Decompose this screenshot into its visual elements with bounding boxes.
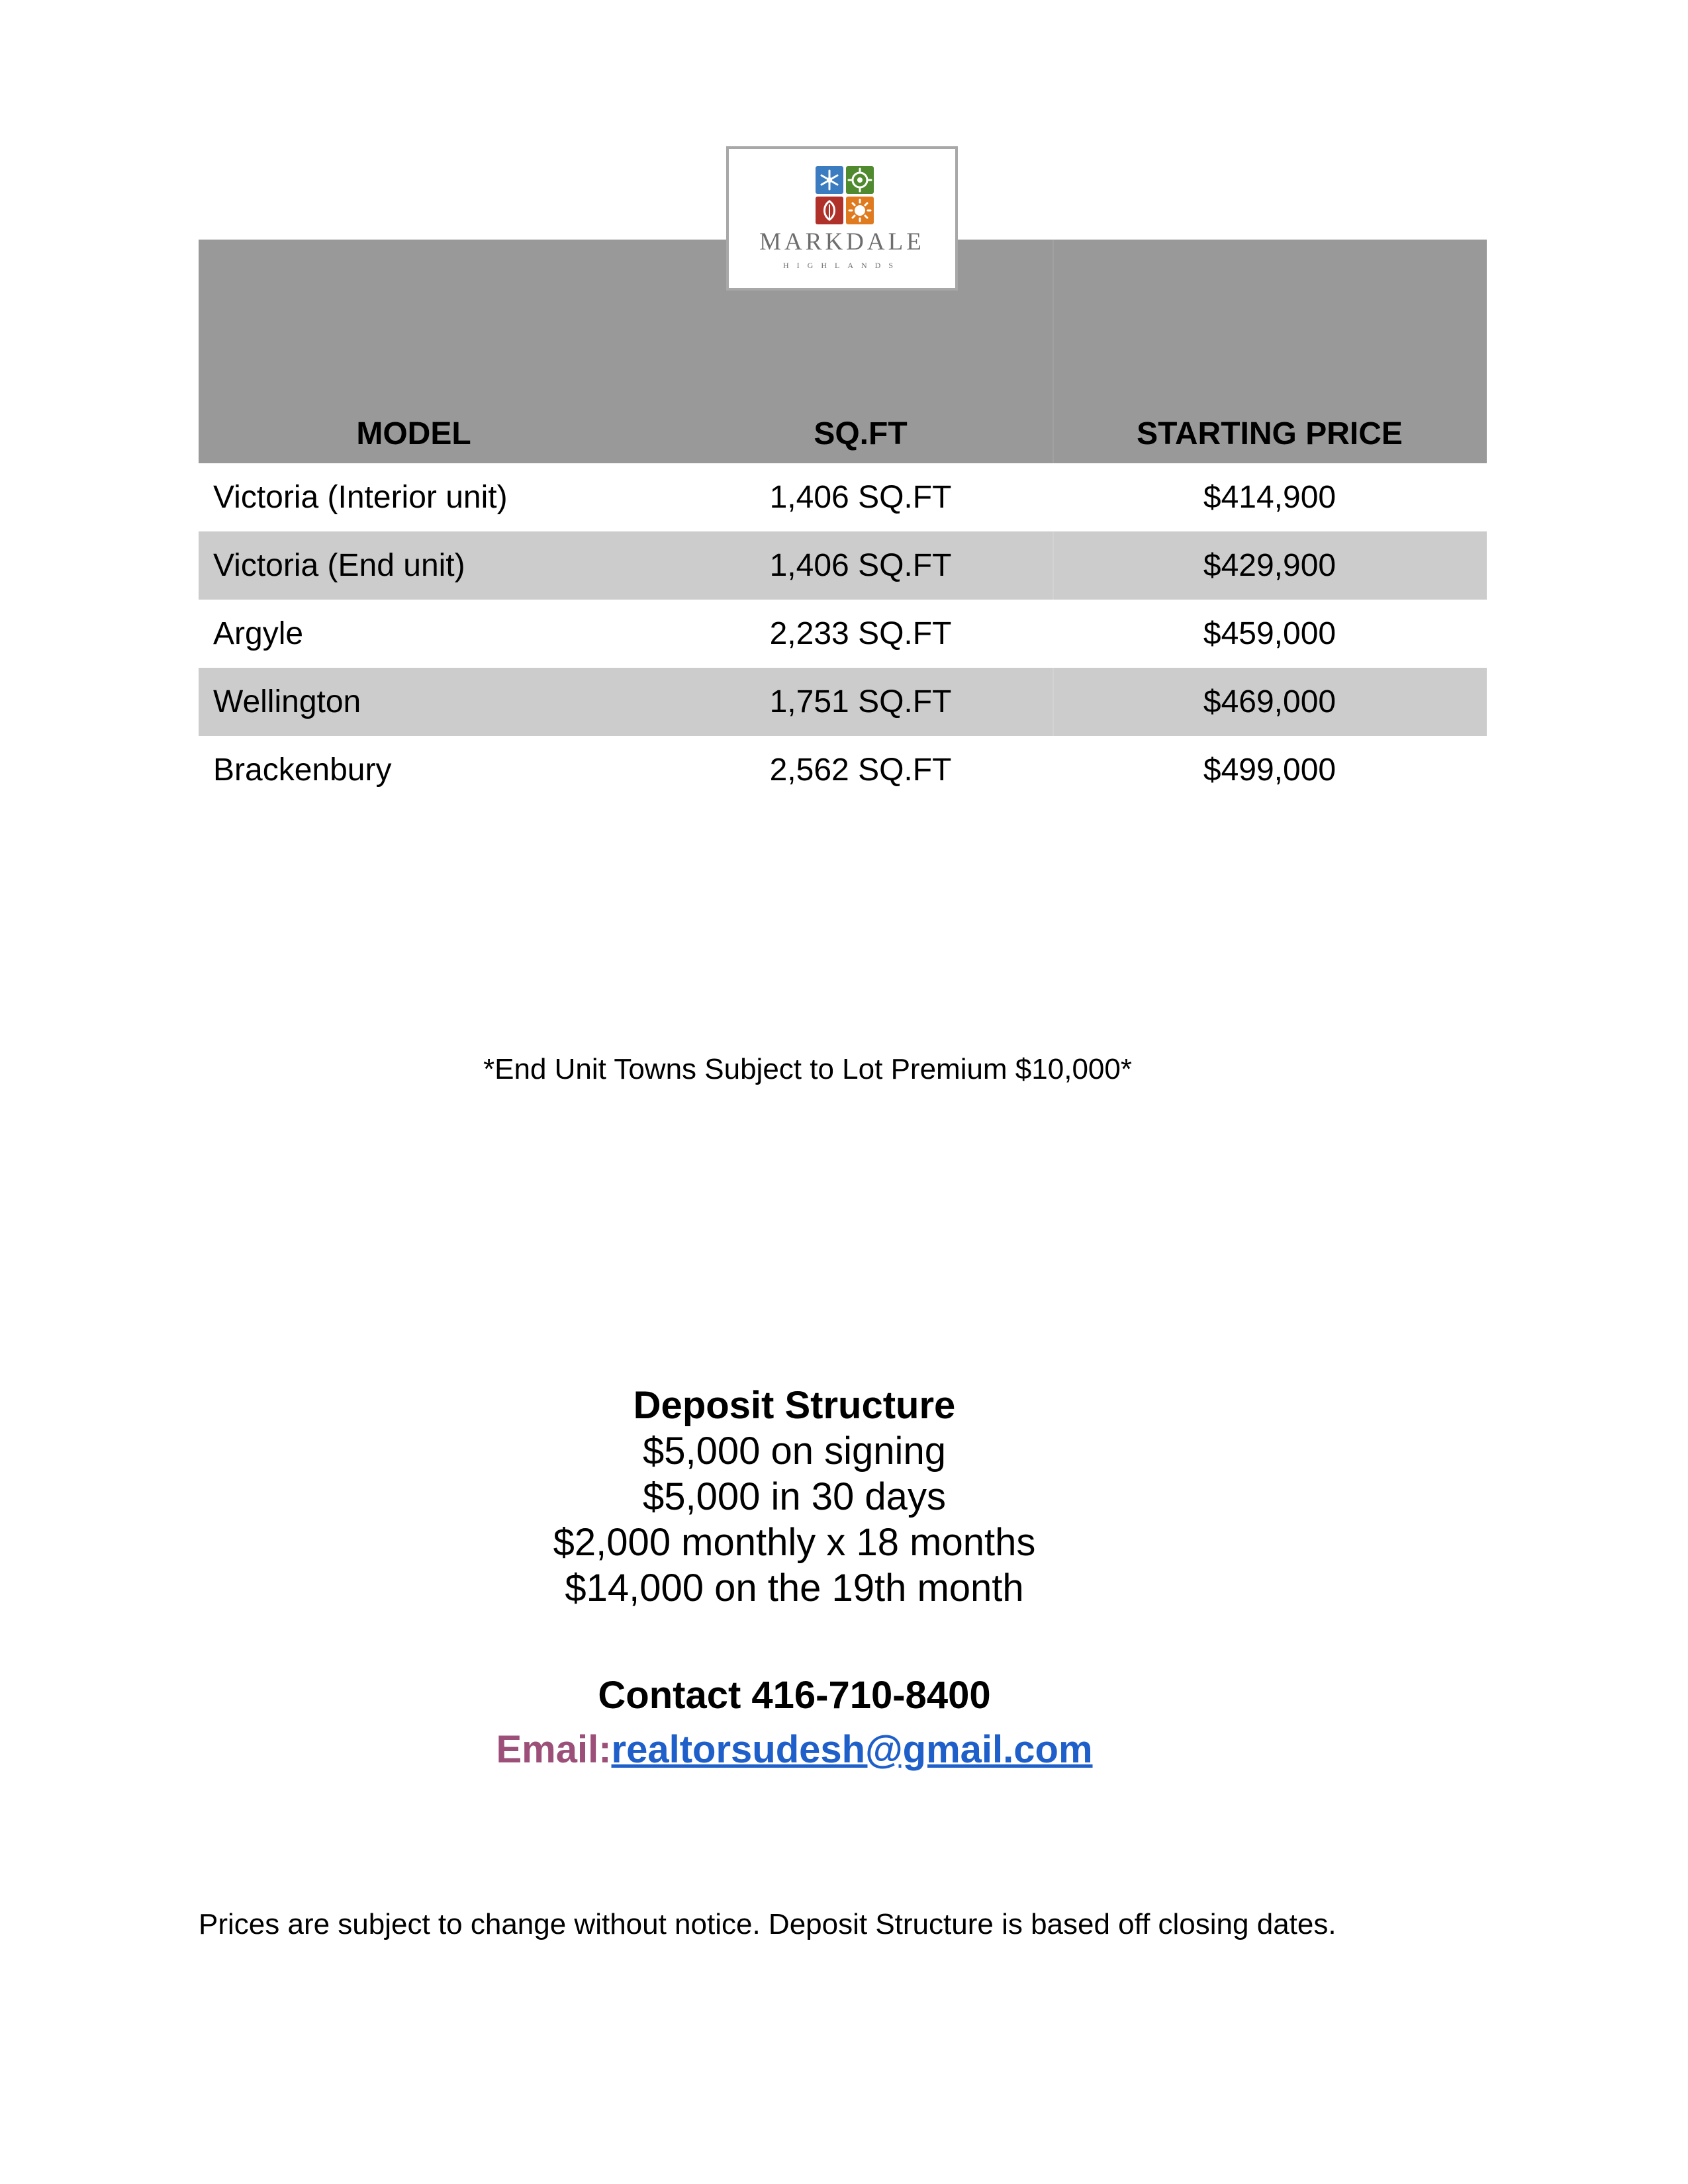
markdale-highlands-logo	[726, 146, 958, 291]
table-row	[199, 463, 1487, 531]
model-cell: Victoria (End unit)	[213, 548, 465, 583]
deposit-structure	[0, 1383, 1589, 1611]
price-cell: $459,000	[1203, 616, 1336, 651]
header-model: MODEL	[356, 416, 471, 451]
model-cell: Wellington	[213, 684, 361, 719]
price-cell: $414,900	[1203, 480, 1336, 515]
deposit-line: $14,000 on the 19th month	[565, 1567, 1024, 1610]
sqft-cell: 2,233 SQ.FT	[769, 616, 952, 651]
deposit-line: $2,000 monthly x 18 months	[553, 1521, 1036, 1564]
table-row	[199, 668, 1487, 736]
sqft-cell: 1,406 SQ.FT	[769, 548, 952, 583]
price-cell: $499,000	[1203, 752, 1336, 788]
email-link[interactable]: realtorsudesh@gmail.com	[611, 1728, 1093, 1771]
lot-premium-note: *End Unit Towns Subject to Lot Premium $10,000*	[483, 1053, 1132, 1085]
model-cell: Brackenbury	[213, 752, 392, 788]
email-label: Email:	[496, 1728, 612, 1771]
table-row	[199, 531, 1487, 600]
deposit-line: $5,000 on signing	[643, 1430, 946, 1473]
header-sqft: SQ.FT	[814, 416, 908, 451]
model-cell: Argyle	[213, 616, 304, 651]
header-starting-price: STARTING PRICE	[1137, 416, 1403, 451]
price-cell: $469,000	[1203, 684, 1336, 719]
deposit-line: $5,000 in 30 days	[643, 1475, 946, 1518]
logo-subtitle: HIGHLANDS	[783, 261, 901, 270]
sqft-cell: 1,406 SQ.FT	[769, 480, 952, 515]
season-tiles-icon	[816, 166, 874, 224]
sqft-cell: 2,562 SQ.FT	[769, 752, 952, 788]
contact-phone: Contact 416-710-8400	[598, 1674, 991, 1717]
table-row	[199, 600, 1487, 668]
price-table	[199, 240, 1487, 804]
contact-email	[0, 1727, 1589, 1772]
price-cell: $429,900	[1203, 548, 1336, 583]
deposit-title: Deposit Structure	[633, 1384, 956, 1427]
sqft-cell: 1,751 SQ.FT	[769, 684, 952, 719]
model-cell: Victoria (Interior unit)	[213, 480, 508, 515]
logo-name: MARKDALE	[759, 228, 925, 255]
disclaimer: Prices are subject to change without notice. Deposit Structure is based off closing dates.	[199, 1908, 1336, 1940]
table-row	[199, 736, 1487, 804]
